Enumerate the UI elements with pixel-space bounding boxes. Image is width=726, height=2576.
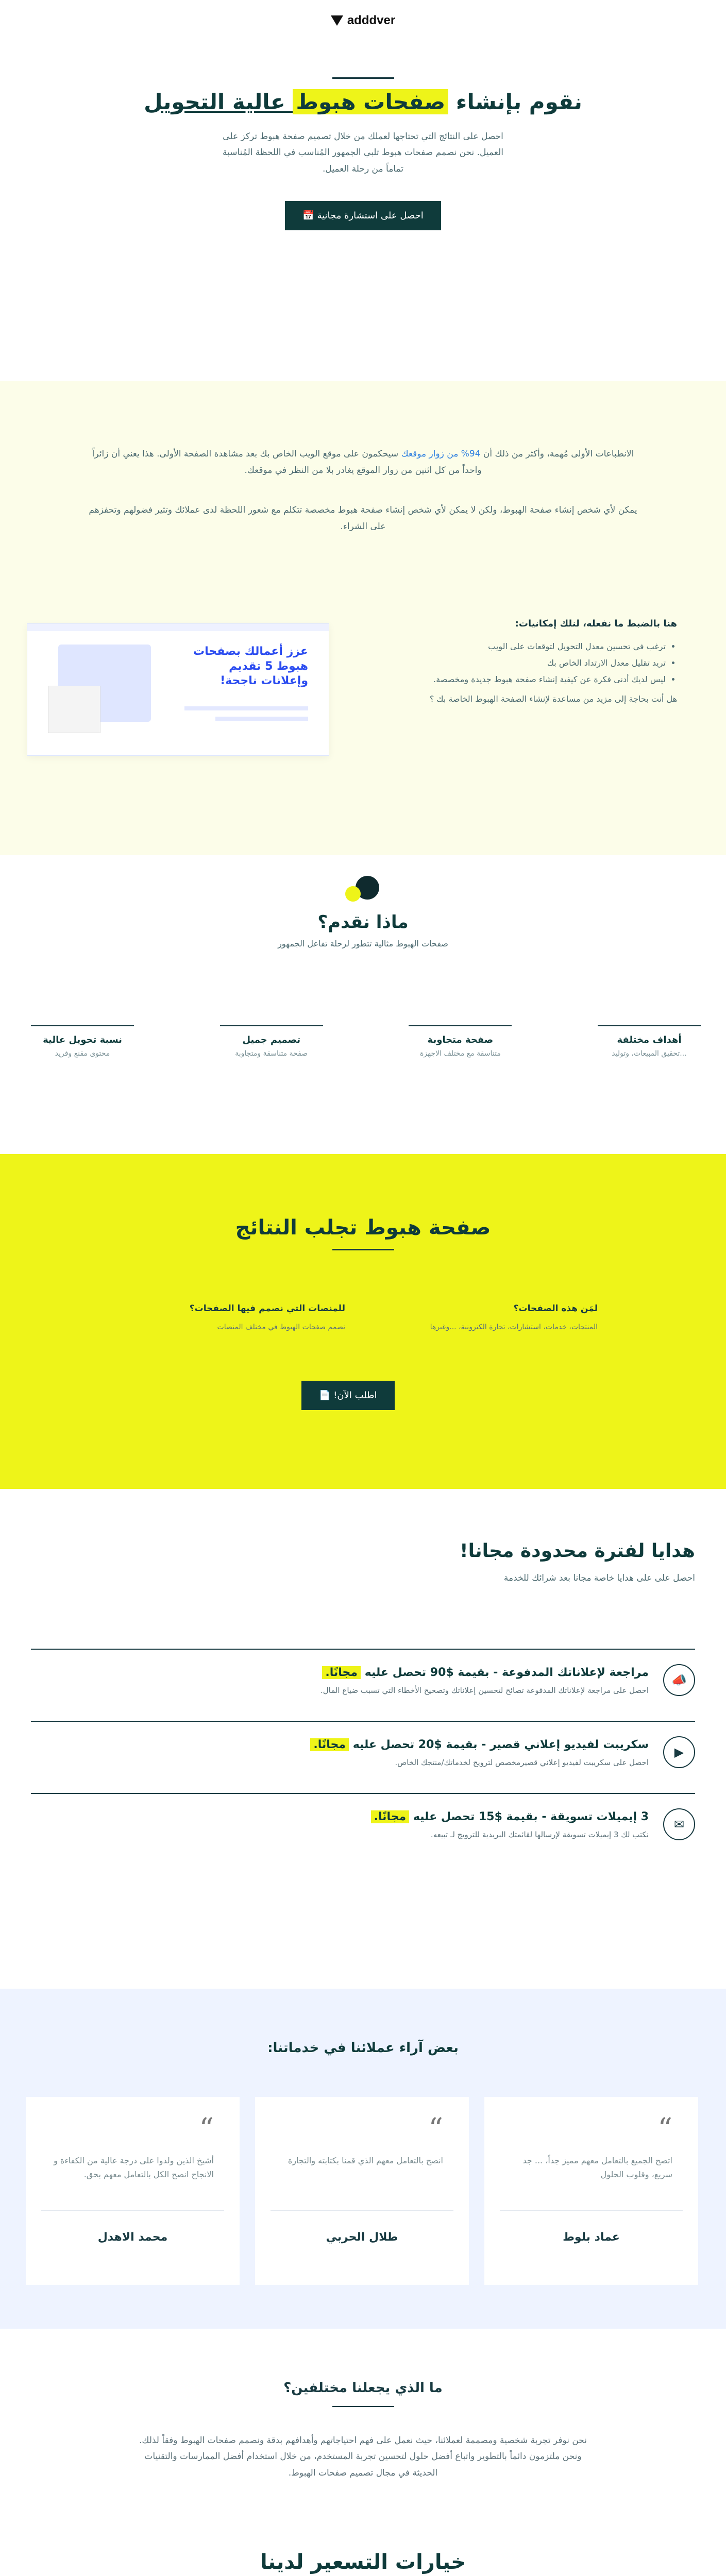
results-column-title: للمنصات التي نصمم فيها الصفحات؟ (189, 1303, 345, 1314)
feature-item (31, 1025, 134, 1058)
feature-desc: صفحة متناسقة ومتجاوبة (235, 1049, 308, 1058)
hero-title (0, 89, 726, 114)
landing-page-mockup-image (27, 623, 329, 756)
testimonial-name: محمد الاهدل (97, 2231, 168, 2244)
feature-item (220, 1025, 323, 1058)
intro-after-text: هل أنت بحاجة إلى مزيد من مساعدة لإنشاء الصفحة الهبوط الخاصة بك ؟ (429, 694, 677, 704)
testimonial-text: أشيخ الذين ولدوا على درجة عالية من الكفاءة و الانجاح انصح الكل بالتعامل معهم بحق. (54, 2156, 214, 2180)
results-columns (129, 1303, 598, 1331)
mockup-topbar (27, 624, 329, 631)
testimonial-name: عماد بلوط (563, 2231, 620, 2244)
hero-title-prefix: نقوم بإنشاء (448, 89, 582, 114)
results-title: صفحة هبوط تجلب النتائج (235, 1216, 491, 1240)
calendar-icon: 📅 (302, 210, 314, 222)
gift-title (371, 1810, 649, 1823)
testimonial-card (26, 2097, 240, 2285)
testimonial-name: طلال الحربي (326, 2231, 398, 2244)
hero-divider (332, 77, 394, 79)
brand-logo[interactable] (331, 13, 395, 28)
site-header (0, 0, 726, 41)
feature-title: أهداف مختلفة (617, 1035, 682, 1045)
testimonial-divider (271, 2210, 453, 2211)
results-divider (332, 1249, 394, 1250)
results-column-text: المنتجات، خدمات، استشارات، تجارة الكترونية، ...وغيرها (430, 1323, 598, 1331)
intro-list-item: • ليس لديك أدنى فكرة عن كيفية إنشاء صفحة هبوط جديدة ومخصصة. (389, 671, 666, 688)
intro-paragraph-1 (82, 381, 644, 479)
decor-yellow-dot-icon (345, 886, 361, 902)
gift-title-text: سكريبت لفيديو إعلاني قصير - بقيمة $20 تحصل عليه (349, 1738, 649, 1751)
consultation-button-label: احصل على استشارة مجانية (317, 210, 424, 222)
hero-description: احصل على النتائج التي تحتاجها لعملك من خلال تصميم صفحة هبوط تركز على العميل. نحن نصمم صفحات هبوط تلبي الجمهور المُناسب في اللحظة المُناسبة تماماً من رحلة العميل. (223, 131, 503, 174)
feature-item (409, 1025, 512, 1058)
offer-section (0, 876, 726, 1058)
testimonials-title: بعض آراء عملائنا في خدماتنا: (267, 2040, 459, 2056)
mockup-headline: عزز أعمالك بصفحات هبوط 5 تقديم وإعلانات ناجحة! (193, 645, 308, 688)
intro-p1-after: سيحكمون على موقع الويب الخاص بك بعد مشاهدة الصفحة الأولى. هذا يعني أن زائراً واحداً من كل اثنين من زوار الموقع يغادر بلا من النظر في موقعك. (92, 449, 482, 476)
intro-list (389, 638, 677, 688)
brand-name: adddver (347, 13, 396, 27)
feature-desc: محتوى مقنع وفريد (55, 1049, 110, 1058)
gift-item (31, 1649, 695, 1696)
offer-title: ماذا نقدم؟ (317, 912, 409, 933)
intro-list-box (389, 618, 677, 704)
megaphone-icon: 📣 (663, 1664, 695, 1696)
logo-triangle-icon (331, 15, 343, 26)
order-now-label: اطلب الآن! (333, 1390, 377, 1401)
testimonials-section (0, 1989, 726, 2329)
quote-icon: “ (199, 2112, 214, 2146)
gift-title-highlight: مجانًا. (310, 1738, 349, 1751)
feature-list (31, 1025, 701, 1058)
feature-title: نسبة تحويل عالية (43, 1035, 122, 1045)
intro-paragraph-2: يمكن لأي شخص إنشاء صفحة الهبوط، ولكن لا يمكن لأي شخص إنشاء صفحة هبوط مخصصة تتكلم مع شعور اللحظة لدى عملائك وتثير فضولهم وتحفزهم على الشراء. (89, 504, 637, 532)
order-now-button[interactable] (301, 1381, 395, 1410)
feature-item (598, 1025, 701, 1058)
why-divider (332, 2406, 394, 2407)
mockup-line (184, 706, 308, 710)
testimonial-card (255, 2097, 469, 2285)
play-icon: ▶ (663, 1736, 695, 1768)
hero-section (0, 77, 726, 230)
results-column-title: لمَن هذه الصفحات؟ (513, 1303, 598, 1314)
gift-title-text: مراجعة لإعلاناتك المدفوعة - بقيمة $90 تحصل عليه (361, 1666, 649, 1679)
testimonial-divider (500, 2210, 683, 2211)
testimonial-text: انصح بالتعامل معهم الذي قمنا بكتابته والتجارة (288, 2156, 443, 2165)
why-text: نحن نوفر تجربة شخصية ومصممة لعملائنا، حيث نعمل على فهم احتياجاتهم وأهدافهم بدقة ونصمم صفحات الهبوط وفقاً لذلك. ونحن ملتزمون دائماً بالتطوير واتباع أفضل حلول لتحسين تجربة المستخدم، من خلال استخدام أفضل الممارسات والتقنيات الحديثة في مجال تصميم صفحات الهبوط. (139, 2435, 587, 2478)
gift-title (322, 1666, 649, 1679)
feature-desc: متناسقة مع مختلف الاجهزة (419, 1049, 501, 1058)
intro-list-item: • تريد تقليل معدل الارتداد الخاص بك (389, 655, 666, 671)
quote-icon: “ (428, 2112, 443, 2146)
mockup-card-image (48, 686, 100, 733)
intro-section (0, 381, 726, 855)
stats-link[interactable]: 94% من زوار موقعك (401, 449, 481, 459)
intro-list-item: • ترغب في تحسين معدل التحويل لتوقعات على الويب (389, 638, 666, 655)
feature-title: صفحة متجاوبة (427, 1035, 494, 1045)
results-column-text: نصمم صفحات الهبوط في مختلف المنصات (217, 1323, 345, 1331)
testimonial-divider (41, 2210, 224, 2211)
gift-item (31, 1793, 695, 1840)
offer-subtitle: صفحات الهبوط مثالية تتطور لرحلة تفاعل الجمهور (278, 939, 448, 948)
email-icon: ✉ (663, 1808, 695, 1840)
gifts-title: هدايا لفترة محدودة مجانا! (460, 1540, 695, 1562)
mockup-line (215, 717, 308, 721)
results-column (381, 1303, 598, 1331)
hero-title-highlight: صفحات هبوط (293, 89, 448, 114)
gifts-section (0, 1540, 726, 1839)
feature-divider (598, 1025, 701, 1026)
consultation-button[interactable] (285, 201, 441, 230)
feature-divider (409, 1025, 512, 1026)
feature-divider (31, 1025, 134, 1026)
gift-title-highlight: مجانًا. (371, 1810, 410, 1823)
feature-divider (220, 1025, 323, 1026)
document-icon: 📄 (319, 1390, 331, 1401)
intro-p1-before: الانطباعات الأولى مُهمة، وأكثر من ذلك أن (480, 449, 634, 459)
testimonial-cards (26, 2097, 698, 2285)
gift-item (31, 1721, 695, 1768)
pricing-title: خيارات التسعير لدينا (260, 2550, 466, 2574)
hero-title-suffix: عالية التحويل (144, 89, 293, 114)
feature-desc: ...تحقيق المبيعات، وتوليد (612, 1049, 687, 1058)
gift-desc: نكتب لك 3 إيميلات تسويقة لإرسالها لقائمتك البريدية للترويج لـ تبيعه. (430, 1830, 649, 1839)
results-column (129, 1303, 345, 1331)
gift-desc: احصل على مراجعة لإعلاناتك المدفوعة تصائح لتحسين إعلاناتك وتصحيح الأخطاء التي تسبب ضياع المال. (320, 1686, 649, 1695)
feature-title: تصميم جميل (242, 1035, 301, 1045)
quote-icon: “ (657, 2112, 672, 2146)
intro-list-title: هنا بالضبط ما نفعله، لنلك إمكانيات: (515, 618, 677, 629)
testimonial-text: اتصح الجميع بالتعامل معهم مميز جداً، ... جد سريع، وقلوب الحلول (522, 2156, 672, 2180)
gift-desc: احصل على سكريبت لفيديو إعلاني قصيرمخصص لترويج لخدماتك/منتجك الخاص. (395, 1758, 649, 1767)
pricing-section (0, 2550, 726, 2576)
testimonial-card (484, 2097, 698, 2285)
gift-title (310, 1738, 649, 1751)
results-section (0, 1154, 726, 1489)
why-title: ما الذي يجعلنا مختلفين؟ (283, 2380, 443, 2396)
gift-title-text: 3 إيميلات تسويقة - بقيمة $15 تحصل عليه (409, 1810, 649, 1823)
why-section (0, 2360, 726, 2481)
gifts-subtitle: احصل على على هدايا خاصة مجانا بعد شرائك للخدمة (503, 1573, 695, 1583)
gift-title-highlight: مجانًا. (322, 1666, 361, 1679)
